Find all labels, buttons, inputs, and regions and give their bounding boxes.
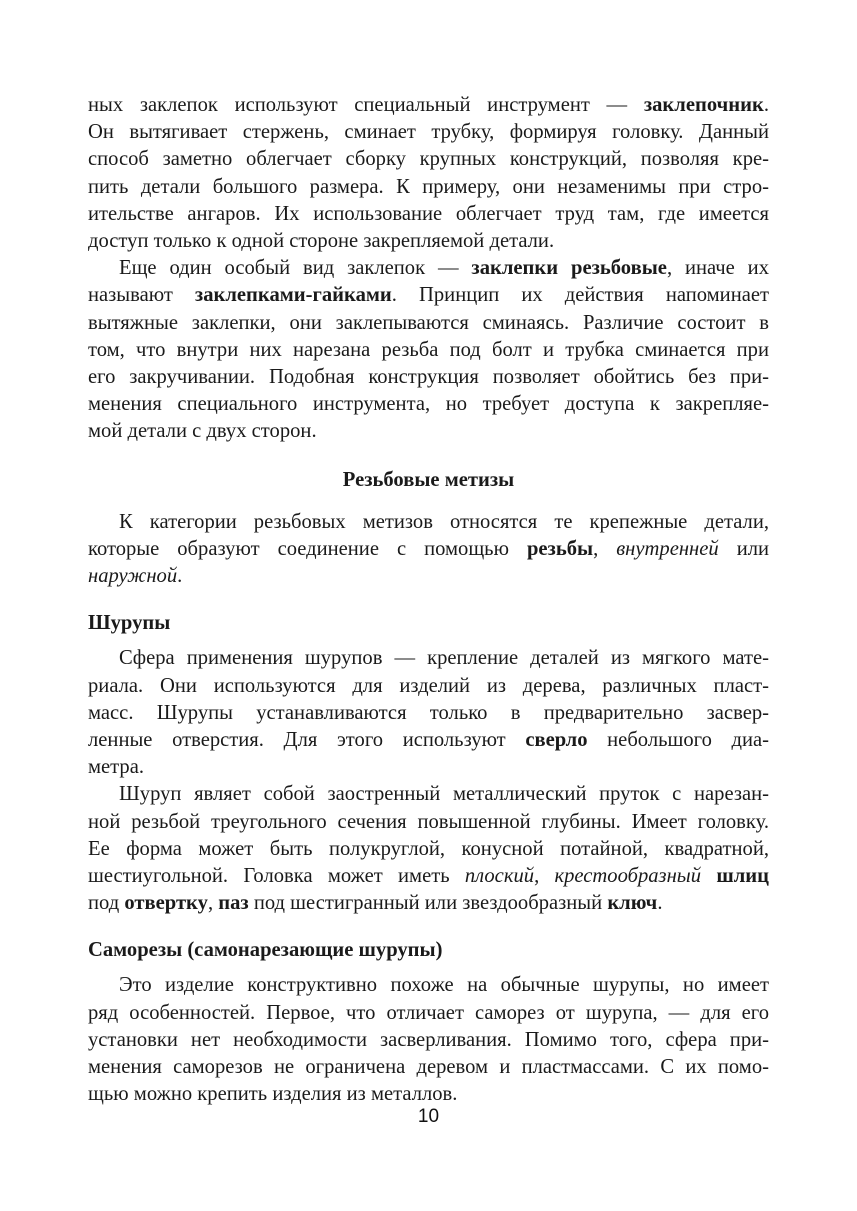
text-line: доступ только к одной стороне закрепляемой детали.	[88, 229, 555, 252]
text-line: ряд особенностей. Первое, что отличает саморез от шурупа, — для его	[88, 1001, 769, 1024]
text-line: Он вытягивает стержень, сминает трубку, формируя головку. Данный	[88, 121, 769, 144]
page-number: 10	[417, 1106, 440, 1127]
page-body	[88, 92, 769, 1108]
section-title: Резьбовые метизы	[342, 469, 515, 492]
text-line: масс. Шурупы устанавливаются только в предварительно засвер-	[88, 701, 769, 724]
text-line: шестиугольной. Головка может иметь плоский, крестообразный шлиц	[88, 864, 769, 887]
text-line: способ заметно облегчает сборку крупных конструкций, позволяя кре-	[88, 148, 769, 171]
text-line: Это изделие конструктивно похоже на обычные шурупы, но имеет	[119, 974, 769, 997]
text-line: щью можно крепить изделия из металлов.	[88, 1083, 458, 1106]
text-line: метра.	[88, 756, 145, 779]
text-line: том, что внутри них нарезана резьба под болт и трубка сминается при	[88, 338, 769, 361]
text-line: его закручивании. Подобная конструкция позволяет обойтись без при-	[88, 365, 769, 388]
text-line: ной резьбой треугольного сечения повышенной глубины. Имеет головку.	[88, 810, 769, 833]
text-line: Еще один особый вид заклепок — заклепки резьбовые, иначе их	[119, 257, 769, 280]
text-line: Сфера применения шурупов — крепление деталей из мягкого мате-	[119, 647, 769, 670]
paragraph-self-tapping-screws	[88, 972, 769, 1108]
text-line: называют заклепками-гайками. Принцип их действия напоминает	[88, 284, 769, 307]
subsection-title-screws: Шурупы	[88, 612, 171, 635]
paragraph-threaded-rivets	[88, 255, 769, 445]
text-line: наружной.	[88, 565, 183, 587]
paragraph-screws-usage	[88, 645, 769, 781]
text-line: Шуруп являет собой заостренный металлический пруток с нарезан-	[119, 783, 769, 806]
text-line: К категории резьбовых метизов относятся те крепежные детали,	[119, 510, 769, 533]
text-line: ительстве ангаров. Их использование облегчает труд там, где имеется	[88, 202, 769, 225]
text-line: пить детали большого размера. К примеру, они незаменимы при стро-	[88, 175, 769, 198]
text-line: установки нет необходимости засверливания. Помимо того, сфера при-	[88, 1028, 769, 1051]
text-line: риала. Они используются для изделий из дерева, различных пласт-	[88, 674, 769, 697]
text-line: под отвертку, паз под шестигранный или звездообразный ключ.	[88, 892, 663, 915]
paragraph-screw-description	[88, 781, 769, 917]
text-line: менения специального инструмента, но требует доступа к закрепляе-	[88, 393, 769, 416]
text-line: Ее форма может быть полукруглой, конусной потайной, квадратной,	[88, 837, 769, 860]
text-line: которые образуют соединение с помощью резьбы, внутренней или	[88, 537, 770, 560]
subsection-title-self-tapping-screws: Саморезы (самонарезающие шурупы)	[88, 939, 443, 962]
paragraph-threaded-hardware	[88, 509, 769, 591]
text-line: менения саморезов не ограничена деревом и пластмассами. С их помо-	[88, 1056, 769, 1078]
paragraph-rivet-tool	[88, 92, 769, 255]
text-line: ленные отверстия. Для этого используют сверло небольшого диа-	[88, 728, 770, 751]
text-line: мой детали с двух сторон.	[88, 420, 317, 443]
text-line: ных заклепок используют специальный инструмент — заклепочник.	[88, 94, 769, 116]
text-line: вытяжные заклепки, они заклепываются сминаясь. Различие состоит в	[88, 311, 769, 334]
